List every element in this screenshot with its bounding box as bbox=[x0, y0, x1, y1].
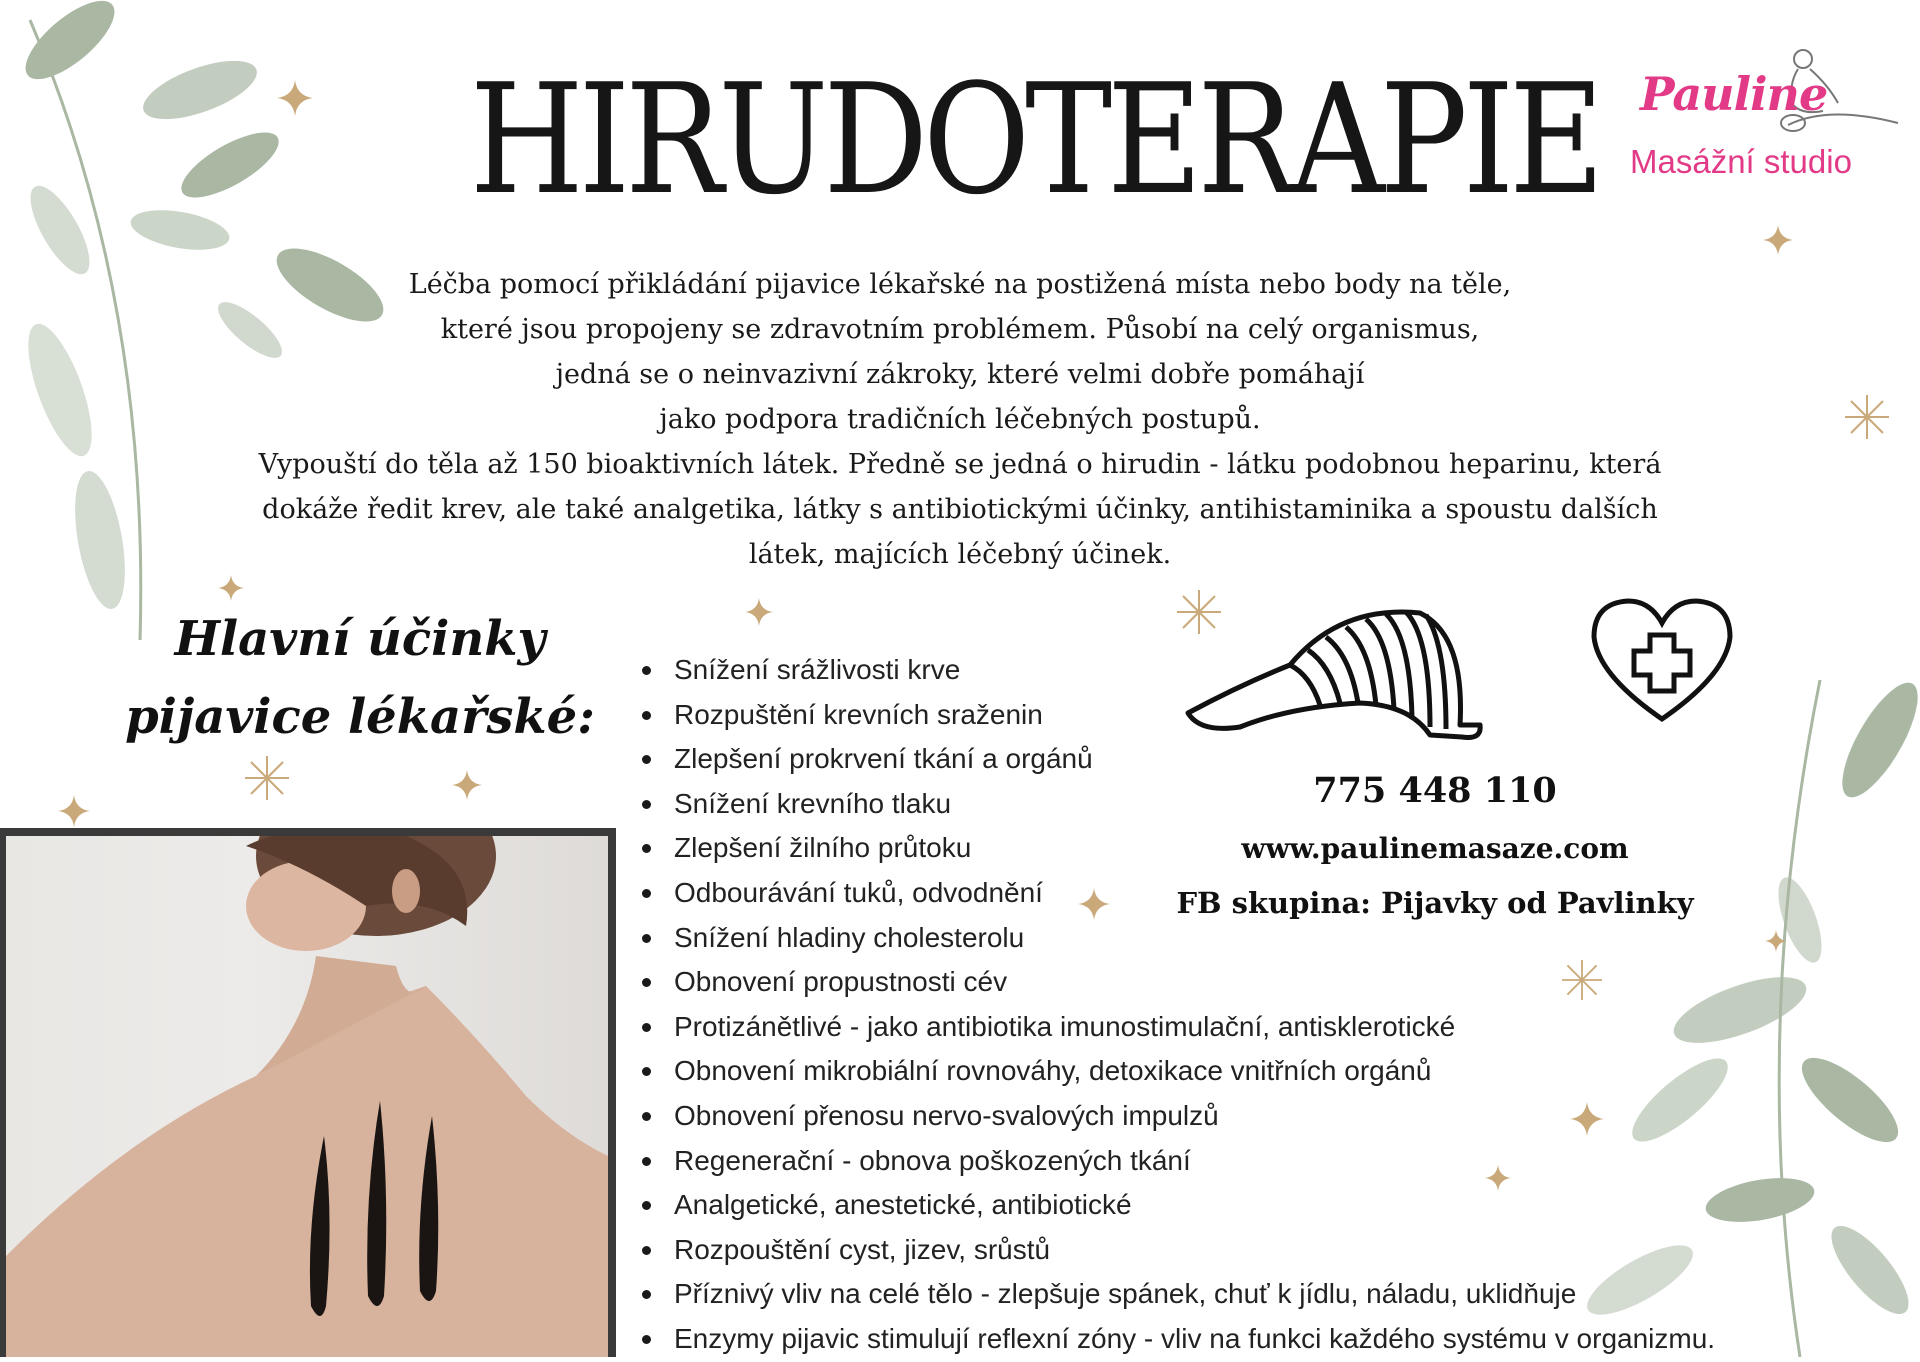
list-item: Rozpouštění cyst, jizev, srůstů bbox=[640, 1228, 1790, 1273]
list-item: Analgetické, anestetické, antibiotické bbox=[640, 1183, 1790, 1228]
list-item: Enzymy pijavic stimulují reflexní zóny - vliv na funkci každého systému v organizmu. bbox=[640, 1317, 1790, 1362]
intro-line: látek, majících léčebný účinek. bbox=[748, 539, 1172, 570]
effects-heading-line2: pijavice lékařské: bbox=[125, 689, 595, 745]
sparkle-icon bbox=[1763, 225, 1793, 255]
intro-line: jedná se o neinvazivní zákroky, které velmi dobře pomáhají bbox=[555, 359, 1365, 390]
intro-text bbox=[220, 262, 1700, 577]
phone-number[interactable]: 775 448 110 bbox=[1313, 770, 1557, 811]
sparkle-icon bbox=[277, 80, 313, 116]
website-link[interactable]: www.paulinemasaze.com bbox=[1241, 832, 1629, 865]
sparkle-icon bbox=[1570, 1102, 1604, 1136]
effects-heading-line1: Hlavní účinky bbox=[174, 611, 546, 667]
list-item: Rozpuštění krevních sraženin bbox=[640, 693, 1790, 738]
logo-brand: Pauline bbox=[1640, 67, 1828, 121]
list-item: Regenerační - obnova poškozených tkání bbox=[640, 1139, 1790, 1184]
sparkle-icon bbox=[1562, 960, 1602, 1000]
sparkle-icon bbox=[745, 598, 773, 626]
intro-line: Vypouští do těla až 150 bioaktivních látek. Předně se jedná o hirudin - látku podobnou heparinu, která bbox=[258, 449, 1662, 480]
list-item: Odbourávání tuků, odvodnění bbox=[640, 871, 1790, 916]
intro-line: které jsou propojeny se zdravotním problémem. Působí na celý organismus, bbox=[440, 314, 1480, 345]
list-item: Obnovení mikrobiální rovnováhy, detoxikace vnitřních orgánů bbox=[640, 1049, 1790, 1094]
sparkle-icon bbox=[245, 756, 289, 800]
sparkle-icon bbox=[452, 770, 482, 800]
list-item: Zlepšení žilního průtoku bbox=[640, 826, 1790, 871]
list-item: Snížení krevního tlaku bbox=[640, 782, 1790, 827]
logo bbox=[1620, 45, 1900, 195]
sparkle-icon bbox=[1177, 590, 1221, 634]
sparkle-icon bbox=[1845, 395, 1889, 439]
list-item: Zlepšení prokrvení tkání a orgánů bbox=[640, 737, 1790, 782]
sparkle-icon bbox=[1485, 1165, 1511, 1191]
leech-icon bbox=[1180, 595, 1495, 745]
intro-line: jako podpora tradičních léčebných postupů. bbox=[659, 404, 1261, 435]
page-title: HIRUDOTERAPIE bbox=[469, 51, 1600, 228]
list-item: Protizánětlivé - jako antibiotika imunostimulační, antisklerotické bbox=[640, 1005, 1790, 1050]
sparkle-icon bbox=[218, 575, 244, 601]
list-item: Snížení hladiny cholesterolu bbox=[640, 916, 1790, 961]
effects-heading bbox=[90, 600, 630, 756]
sparkle-icon bbox=[1765, 930, 1787, 952]
leech-therapy-photo bbox=[0, 828, 616, 1357]
sparkle-icon bbox=[58, 795, 90, 827]
heart-cross-icon bbox=[1588, 595, 1736, 725]
list-item: Obnovení propustnosti cév bbox=[640, 960, 1790, 1005]
sparkle-icon bbox=[1078, 888, 1110, 920]
logo-subtitle: Masážní studio bbox=[1630, 143, 1852, 180]
intro-line: dokáže ředit krev, ale také analgetika, látky s antibiotickými účinky, antihistaminika a spoustu dalších bbox=[262, 494, 1658, 525]
list-item: Obnovení přenosu nervo-svalových impulzů bbox=[640, 1094, 1790, 1139]
fb-group-link[interactable]: FB skupina: Pijavky od Pavlinky bbox=[1176, 886, 1694, 920]
list-item: Příznivý vliv na celé tělo - zlepšuje spánek, chuť k jídlu, náladu, uklidňuje bbox=[640, 1272, 1790, 1317]
effects-list bbox=[640, 648, 1790, 1362]
list-item: Snížení srážlivosti krve bbox=[640, 648, 1790, 693]
intro-line: Léčba pomocí přikládání pijavice lékařské na postižená místa nebo body na těle, bbox=[408, 269, 1512, 300]
